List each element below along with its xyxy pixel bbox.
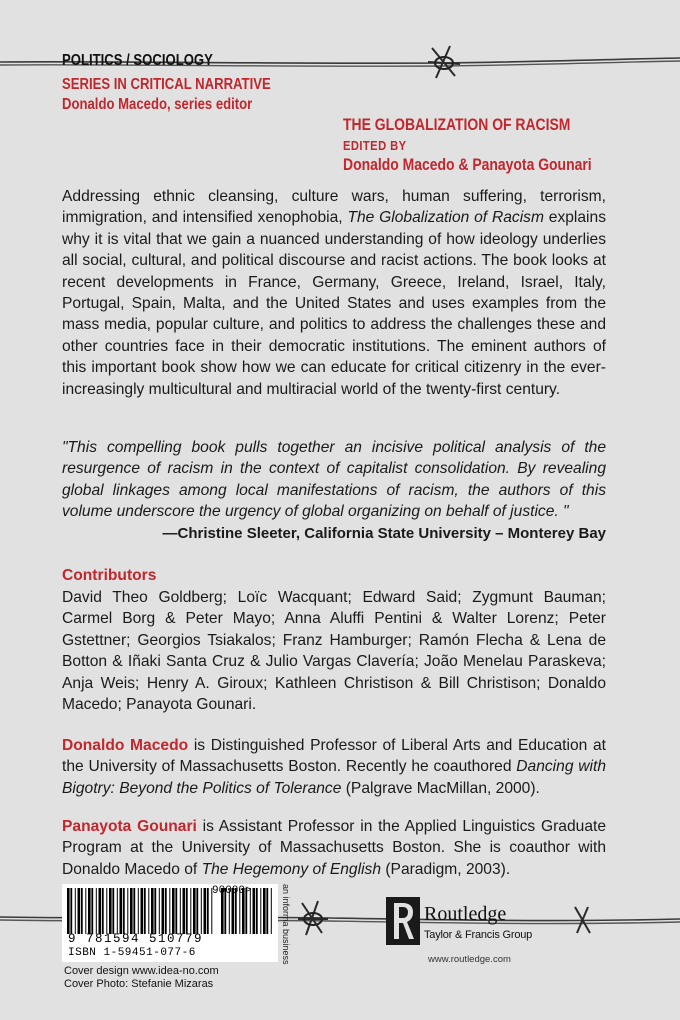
gounari-bio: Panayota Gounari is Assistant Professor in the Applied Linguistics Graduate Program at the University of Massachusetts Boston. She is coauthor with Donaldo Macedo of The Hegemony of English (Paradigm, 2003). [62,818,606,878]
book-title-italic: The Globalization of Racism [347,209,544,227]
endorsement-quote: "This compelling book pulls together an incisive political analysis of the resurgence of racism in the context of capitalist consolidation. By revealing global linkages among local manifestations of racism, the authors of this volume underscore the urgency of global organizing on behalf of justice. " [62,439,606,521]
series-name: SERIES IN CRITICAL NARRATIVE [62,76,271,93]
ean-number: 9 781594 510779 [68,932,204,946]
category-label: POLITICS / SOCIOLOGY [62,52,213,69]
publisher-group: Taylor & Francis Group [424,929,533,941]
edited-by-label: EDITED BY [343,138,407,153]
book-description: Addressing ethnic cleansing, culture wars, human suffering, terrorism, immigration, and intensified xenophobia, The Globalization of Racism explains why it is vital that we gain a nuanced understanding of how ideology underlies all social, cultural, and political discourse and racist actions. The book looks at recent developments in France, Germany, Greece, Ireland, Israel, Italy, Portugal, Spain, Malta, and the United States and uses examples from the mass media, popular culture, and politics to address the challenges these and other countries face in their democratic institutions. The eminent authors of this important book show how we can educate for critical citizenry in the ever-increasingly multicultural and multiracial world of the twenty-first century. [62,188,606,398]
publisher-name: Routledge [424,903,507,925]
book-title: THE GLOBALIZATION OF RACISM [343,115,571,134]
isbn-number: ISBN 1-59451-077-6 [68,947,196,959]
cover-credits: Cover design www.idea-no.com Cover Photo: Stefanie Mizaras [64,965,219,990]
barcode-bars [66,888,214,934]
editors-names: Donaldo Macedo & Panayota Gounari [343,155,592,174]
endorsement-attribution: —Christine Sleeter, California State University – Monterey Bay [162,525,606,542]
publisher-url: www.routledge.com [428,954,511,965]
macedo-bio: Donaldo Macedo is Distinguished Professor of Liberal Arts and Education at the University of Massachusetts Boston. Recently he coauthored Dancing with Bigotry: Beyond the Politics of Tolerance (Palgrave MacMillan, 2000). [62,737,607,797]
contributors-heading: Contributors [62,567,157,584]
informa-tagline: an informa business [281,884,291,965]
isbn-barcode [62,884,278,962]
routledge-logo-icon [386,897,420,945]
contributors-list: David Theo Goldberg; Loïc Wacquant; Edward Said; Zygmunt Bauman; Carmel Borg & Peter Mayo; Anna Aluffi Pentini & Walter Lorenz; Peter Gstettner; Georgios Tsiakalos; Franz Hamburger; Ramón Flecha & Lena de Botton & Iñaki Santa Cruz & Julio Vargas Clavería; João Menelau Paraskeva; Anja Weis; Henry A. Giroux; Kathleen Christison & Bill Christison; Donaldo Macedo; Panayota Gounari. [62,589,606,714]
series-editor: Donaldo Macedo, series editor [62,96,253,113]
barcode-addon-number: 90000> [212,885,252,897]
